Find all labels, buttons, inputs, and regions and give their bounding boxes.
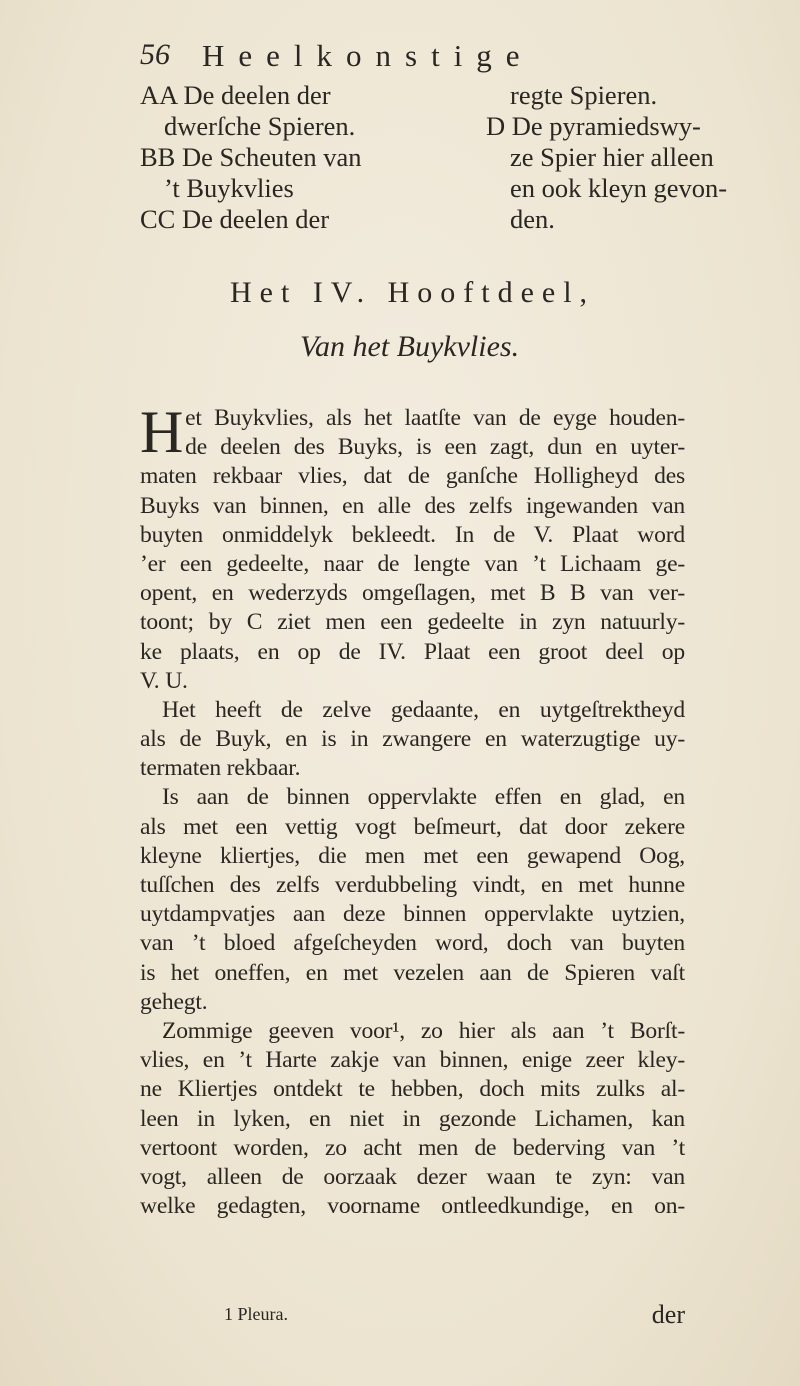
text-line: welke gedagten, voorname ontleedkundige, en on- [140,1193,685,1220]
text-line: ke plaats, en op de IV. Plaat een groot deel op [140,638,685,665]
text-line: opent, en wederzyds omgeſlagen, met B B van ver- [140,580,685,607]
text-line: ’er een gedeelte, naar de lengte van ’t Lichaam ge- [140,550,685,577]
text-line: toont; by C ziet men een gedeelte in zyn natuurly- [140,609,685,636]
text-line: ne Kliertjes ontdekt te hebben, doch mits zulks al- [140,1076,685,1103]
text-line: uytdampvatjes aan deze binnen oppervlakte uytzien, [140,901,685,928]
page-number: 56 [140,38,170,71]
text-line: Is aan de binnen oppervlakte effen en glad, en [162,784,685,811]
page-footer [140,1300,685,1330]
page-header [140,38,700,78]
legend-entry: ’t Buykvlies [164,173,294,203]
legend-entry: dwerſche Spieren. [164,111,356,141]
text-line: Zommige geeven voor¹, zo hier als aan ’t Borſt- [162,1017,685,1044]
legend-entry: ze Spier hier alleen [510,142,714,172]
legend-entry: CC De deelen der [140,204,330,234]
text-line: et Buykvlies, als het laatſte van de eyge houden- [185,405,685,431]
paragraph [140,1017,685,1221]
legend-entry: en ook kleyn gevon- [510,173,728,203]
paragraph [140,399,685,696]
text-line: gehegt. [140,988,208,1015]
body-text [140,399,685,1221]
legend-entry: BB De Scheuten van [140,142,362,172]
catchword: der [651,1300,685,1329]
text-line: leen in lyken, en niet in gezonde Lichamen, kan [140,1105,685,1132]
text-line: vertoont worden, zo acht men de bederving van ’t [140,1134,685,1161]
text-line: termaten rekbaar. [140,755,301,782]
text-line: is het oneffen, en met vezelen aan de Spieren vaſt [140,959,685,986]
legend-entry: AA De deelen der [140,80,331,110]
text-line: als met een vettig vogt beſmeurt, dat door zekere [140,813,685,840]
text-line: als de Buyk, en is in zwangere en waterzugtige uy- [140,726,685,753]
legend-entry: D De pyramiedswy- [486,111,701,141]
text-line: kleyne kliertjes, die men met een gewapend Oog, [140,842,685,869]
legend-column-right [486,80,727,235]
text-line: de deelen des Buyks, is een zagt, dun en uyter- [185,434,685,461]
legend-entry: regte Spieren. [510,80,658,110]
footnote: 1 Pleura. [224,1304,288,1324]
text-line: Het heeft de zelve gedaante, en uytgeſtrektheyd [162,696,685,723]
paragraph [140,783,685,1017]
drop-cap: H [140,399,184,465]
text-line: Buyks van binnen, en alle des zelfs ingewanden van [140,492,685,519]
legend-entry: den. [510,204,555,234]
text-line: tuſſchen des zelfs verdubbeling vindt, en met hunne [140,872,685,898]
chapter-heading: Het IV. Hooftdeel, [230,276,596,309]
running-title: Heelkonstige [202,38,534,73]
text-line: maten rekbaar vlies, dat de ganſche Holligheyd des [140,463,685,490]
paragraph [140,696,685,784]
text-line: van ’t bloed afgeſcheyden word, doch van buyten [140,930,685,957]
text-line: vogt, alleen de oorzaak dezer waan te zyn: van [140,1163,685,1190]
legend-column-left [140,80,362,235]
text-line: buyten onmiddelyk bekleedt. In de V. Plaat word [140,521,685,548]
figure-legend [140,80,728,260]
text-line: V. U. [140,667,188,694]
chapter-subheading: Van het Buykvlies. [300,330,520,363]
text-line: vlies, en ’t Harte zakje van binnen, enige zeer kley- [140,1047,685,1074]
